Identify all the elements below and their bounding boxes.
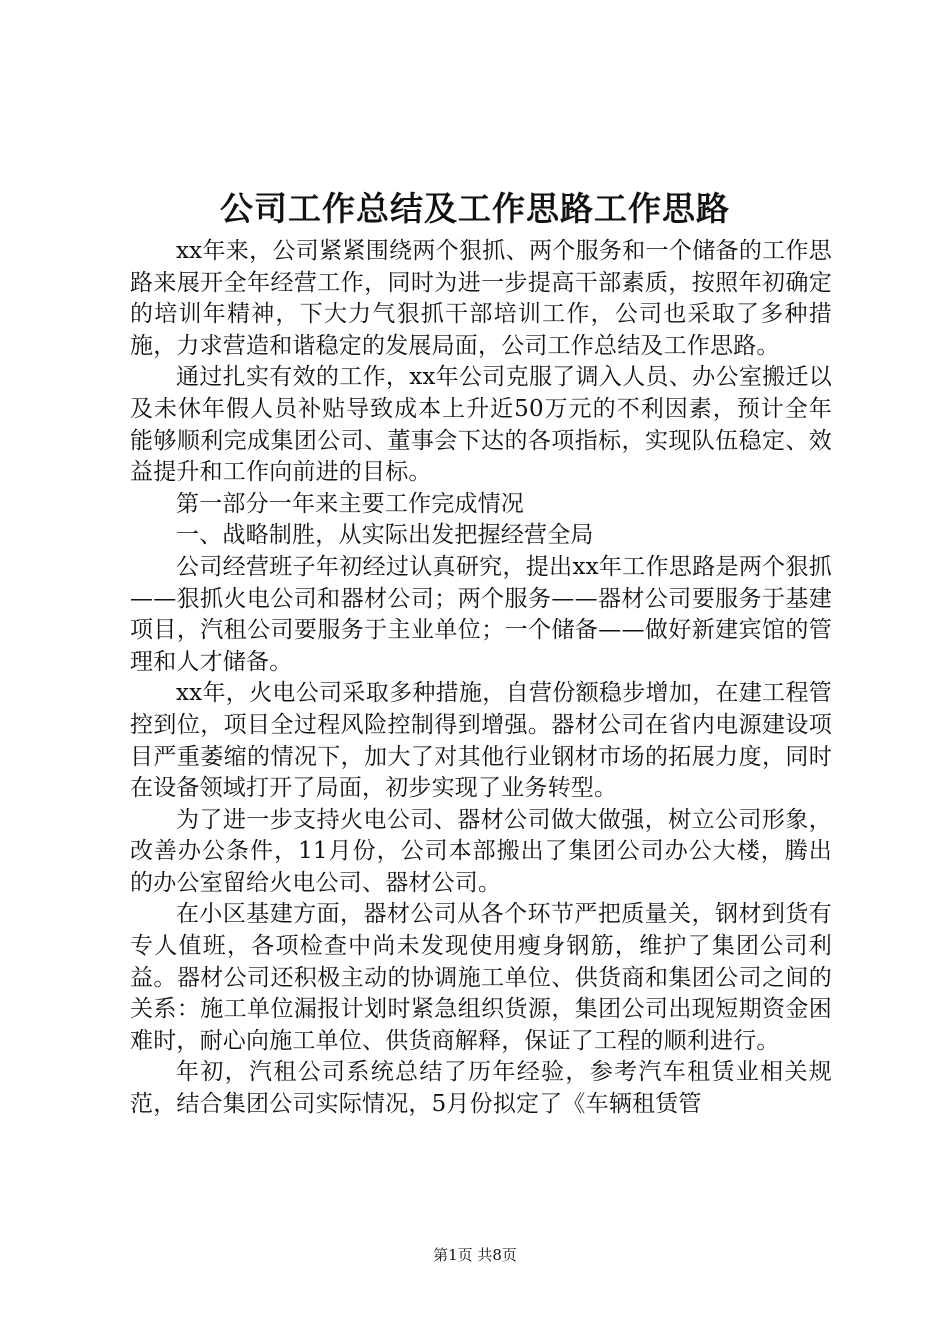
document-body bbox=[130, 236, 832, 1121]
section-heading: 第一部分一年来主要工作完成情况 bbox=[176, 490, 524, 517]
paragraph: 通过扎实有效的工作，xx年公司克服了调入人员、办公室搬迁以及未休年假人员补贴导致成本上升近50万元的不利因素，预计全年能够顺利完成集团公司、董事会下达的各项指标，实现队伍稳定、效益提升和工作向前进的目标。 bbox=[130, 364, 832, 486]
document-title: 公司工作总结及工作思路工作思路 bbox=[220, 189, 730, 228]
paragraph: xx年，火电公司采取多种措施，自营份额稳步增加，在建工程管控到位，项目全过程风险控制得到增强。器材公司在省内电源建设项目严重萎缩的情况下，加大了对其他行业钢材市场的拓展力度，同时在设备领域打开了局面，初步实现了业务转型。 bbox=[130, 680, 832, 802]
paragraph: 在小区基建方面，器材公司从各个环节严把质量关，钢材到货有专人值班，各项检查中尚未发现使用瘦身钢筋，维护了集团公司利益。器材公司还积极主动的协调施工单位、供货商和集团公司之间的关系：施工单位漏报计划时紧急组织货源，集团公司出现短期资金困难时，耐心向施工单位、供货商解释，保证了工程的顺利进行。 bbox=[130, 901, 832, 1054]
paragraph: 年初，汽租公司系统总结了历年经验，参考汽车租赁业相关规范，结合集团公司实际情况，5月份拟定了《车辆租赁管 bbox=[130, 1059, 832, 1118]
paragraph: 为了进一步支持火电公司、器材公司做大做强，树立公司形象，改善办公条件，11月份，公司本部搬出了集团公司办公大楼，腾出的办公室留给火电公司、器材公司。 bbox=[130, 806, 832, 896]
subsection-heading: 一、战略制胜，从实际出发把握经营全局 bbox=[176, 522, 594, 549]
paragraph: xx年来，公司紧紧围绕两个狠抓、两个服务和一个储备的工作思路来展开全年经营工作，同时为进一步提高干部素质，按照年初确定的培训年精神，下大力气狠抓干部培训工作，公司也采取了多种措施，力求营造和谐稳定的发展局面，公司工作总结及工作思路。 bbox=[130, 238, 832, 359]
page-footer: 第1页 共8页 bbox=[433, 1246, 517, 1264]
paragraph: 公司经营班子年初经过认真研究，提出xx年工作思路是两个狠抓——狠抓火电公司和器材公司；两个服务——器材公司要服务于基建项目，汽租公司要服务于主业单位；一个储备——做好新建宾馆的管理和人才储备。 bbox=[130, 553, 832, 675]
